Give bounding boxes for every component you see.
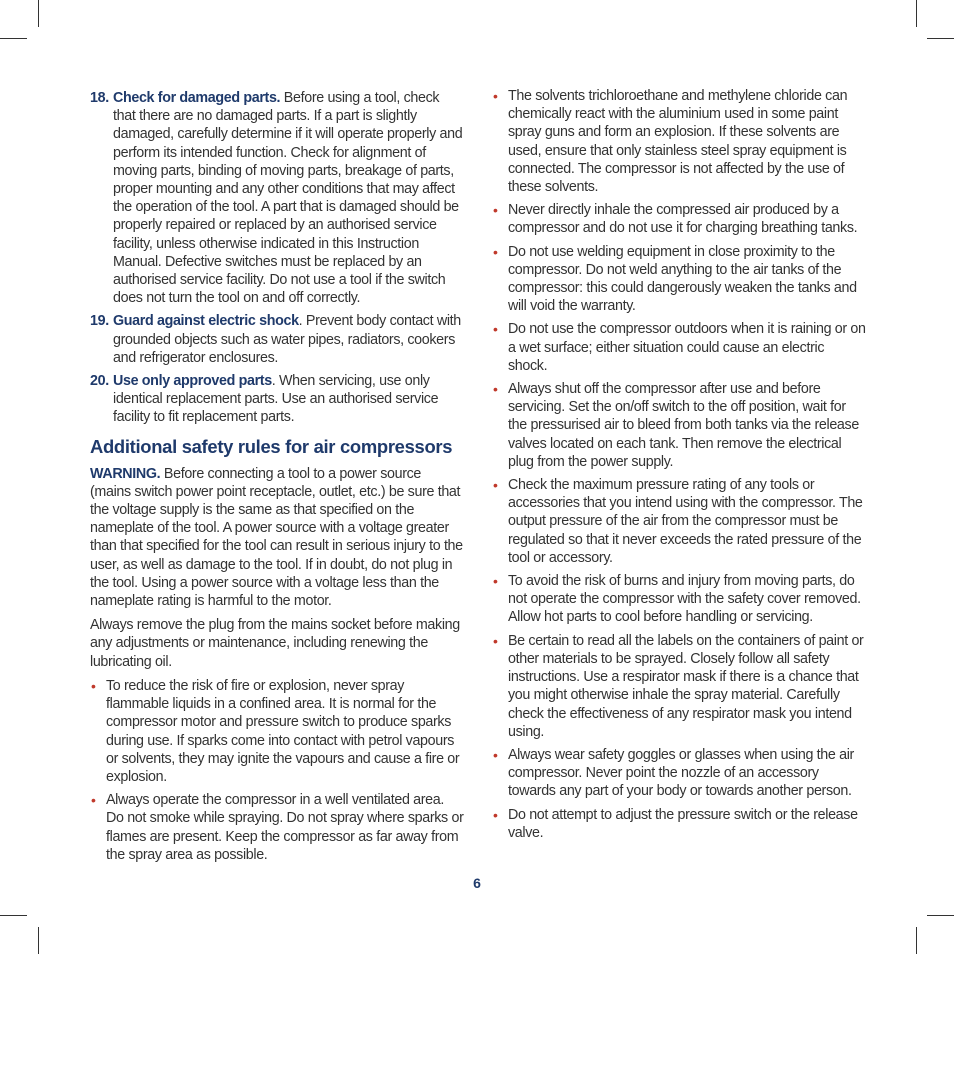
plug-paragraph: Always remove the plug from the mains socket before making any adjustments or maintenance, including renewing the lubricating oil. — [90, 617, 460, 670]
bullet-icon: • — [493, 202, 498, 219]
list-item: • Check the maximum pressure rating of any tools or accessories that you intend using with the compressor. The output pressure of the air from the compressor must be regulated so that it never exceeds the rated pressure of the tool or accessory. — [493, 477, 863, 566]
list-item: • The solvents trichloroethane and methylene chloride can chemically react with the aluminium used in some paint spray guns and form an explosion. If these solvents are used, ensure that only stainless steel spray equipment is connected. The compressor is not affected by the use of these solvents. — [493, 88, 848, 196]
rule-item-19 — [90, 312, 464, 367]
list-item: • Never directly inhale the compressed air produced by a compressor and do not use it for charging breathing tanks. — [493, 202, 858, 237]
item-lead: Check for damaged parts. — [113, 90, 281, 106]
list-item: • Be certain to read all the labels on the containers of paint or other materials to be sprayed. Closely follow all safety instructions. Use a respirator mask if there is a chance that you might otherwise inhale the spray material. Carefully check the effectiveness of any respirator mask you intend using. — [493, 632, 864, 740]
page-number: 6 — [473, 875, 481, 891]
crop-mark — [916, 927, 917, 954]
bullet-icon: • — [493, 632, 498, 649]
item-lead: Use only approved parts — [113, 373, 272, 390]
bullet-icon: • — [493, 746, 498, 763]
section-heading: Additional safety rules for air compressors — [90, 435, 453, 457]
item-lead: Guard against electric shock — [113, 313, 299, 330]
bullet-icon: • — [493, 573, 498, 590]
bullet-icon: • — [91, 792, 96, 809]
item-text: . Prevent body contact with grounded objects such as water pipes, radiators, cookers and refrigerator enclosures. — [113, 313, 461, 366]
list-item: • Do not use the compressor outdoors when it is raining or on a wet surface; either situation could cause an electric shock. — [493, 321, 866, 374]
crop-mark — [0, 38, 27, 39]
list-item: • To reduce the risk of fire or explosion, never spray flammable liquids in a confined area. It is normal for the compressor motor and pressure switch to produce sparks during use. If sparks come into contact with petrol vapours or solvents, they may ignite the vapours and cause a fire or explosion. — [91, 677, 460, 785]
bullet-icon: • — [493, 88, 498, 104]
list-item: • Always wear safety goggles or glasses when using the air compressor. Never point the nozzle of an accessory towards any part of your body or towards another person. — [493, 746, 854, 800]
left-column — [90, 89, 464, 869]
right-column — [492, 87, 866, 847]
list-item: • Do not use welding equipment in close proximity to the compressor. Do not weld anything to the air tanks of the compressor: this could dangerously weaken the tanks and will void the warranty. — [493, 243, 857, 315]
list-item: • Do not attempt to adjust the pressure switch or the release valve. — [493, 806, 858, 841]
list-item: • Always operate the compressor in a well ventilated area. Do not smoke while spraying. Do not spray where sparks or flames are present. Keep the compressor as far away from the spray area as possible. — [91, 792, 464, 863]
right-bullet-list — [492, 87, 866, 842]
crop-mark — [38, 0, 39, 27]
warning-text: Before connecting a tool to a power source (mains switch power point receptacle, outlet, etc.) be sure that the voltage supply is the same as that specified on the nameplate of the tool. A power source with a voltage greater than that specified for the tool can result in serious injury to the user, as well as damage to the tool. If in doubt, do not plug in the tool. Using a power source with a voltage less than the nameplate rating is harmful to the motor. — [90, 465, 463, 610]
item-text: . When servicing, use only identical replacement parts. Use an authorised service facility to fit replacement parts. — [113, 373, 439, 426]
bullet-icon: • — [493, 381, 498, 398]
crop-mark — [916, 0, 917, 27]
item-text: Before using a tool, check that there are no damaged parts. If a part is slightly damaged, carefully determine if it will operate properly and perform its intended function. Check for alignment of moving parts, binding of moving parts, breakage of parts, proper mounting and any other conditions that may affect the operation of the tool. A part that is damaged should be properly repaired or replaced by an authorised service facility, unless otherwise indicated in this Instruction Manual. Defective switches must be replaced by an authorised service facility. Do not use a tool if the switch does not turn the tool on and off correctly. — [113, 90, 463, 307]
rule-item-18 — [90, 89, 464, 307]
bullet-icon: • — [493, 806, 498, 823]
warning-label: WARNING. — [90, 465, 161, 482]
crop-mark — [927, 38, 954, 39]
warning-paragraph — [90, 465, 464, 611]
list-item: • To avoid the risk of burns and injury from moving parts, do not operate the compressor with the safety cover removed. Allow hot parts to cool before handling or servicing. — [493, 573, 861, 626]
item-number: 18. — [90, 90, 109, 106]
bullet-icon: • — [493, 477, 498, 494]
bullet-icon: • — [91, 677, 96, 694]
left-bullet-list — [90, 677, 464, 864]
list-item: • Always shut off the compressor after use and before servicing. Set the on/off switch to the off position, wait for the pressurised air to bleed from both tanks via the release valves located on each tank. Then remove the electrical plug from the power supply. — [493, 381, 859, 470]
crop-mark — [38, 927, 39, 954]
item-number: 19. — [90, 313, 109, 330]
crop-mark — [927, 915, 954, 916]
rule-item-20 — [90, 372, 464, 427]
crop-mark — [0, 915, 27, 916]
item-number: 20. — [90, 373, 109, 390]
bullet-icon: • — [493, 321, 498, 338]
bullet-icon: • — [493, 243, 498, 260]
